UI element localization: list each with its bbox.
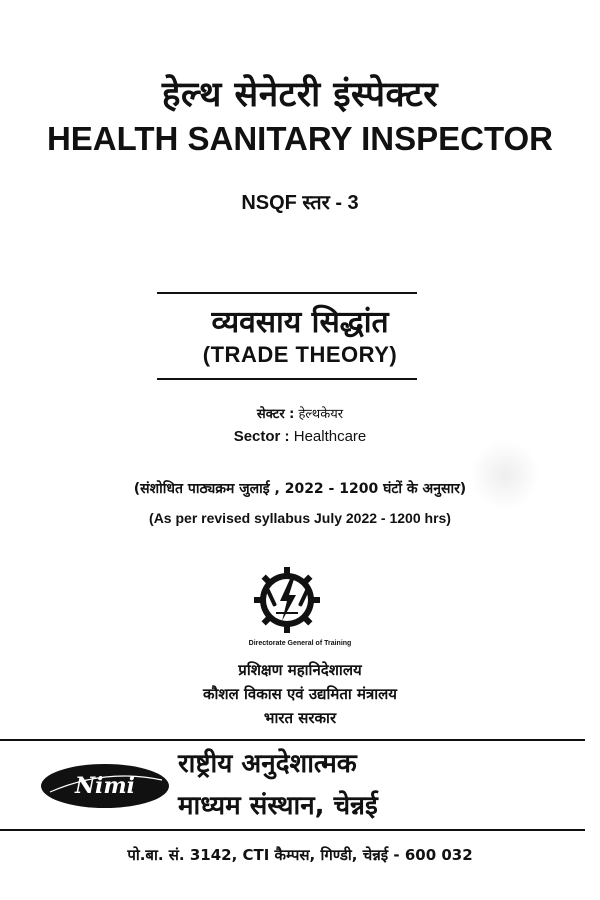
authority-line-2: कौशल विकास एवं उद्यमिता मंत्रालय [202,685,398,703]
syllabus-hindi: (संशोधित पाठ्यक्रम जुलाई , 2022 - 1200 घंटों के अनुसार) [133,481,467,497]
authority-line-3: भारत सरकार [263,709,337,727]
sector-label-english: Sector : [233,428,290,445]
paper-stain [470,440,540,510]
syllabus-english: (As per revised syllabus July 2022 - 1200 hrs) [149,510,451,526]
trade-theory-hindi: व्यवसाय सिद्धांत [211,305,389,340]
nimi-logo-text: Nimi [74,773,136,799]
postal-address: पो.बा. सं. 3142, CTI कैम्पस, गिण्डी, चेन्नई - 600 032 [127,846,473,864]
nsqf-level: NSQF स्तर - 3 [241,192,359,214]
divider-institute-bottom [0,829,585,831]
institute-name-line-2: माध्यम संस्थान, चेन्नई [178,791,378,821]
divider-top [157,292,417,294]
divider-institute-top [0,739,585,741]
trade-theory-english: (TRADE THEORY) [202,342,398,367]
title-hindi: हेल्थ सेनेटरी इंस्पेक्टर [161,75,439,115]
sector-value-english: Healthcare [293,428,367,445]
dgt-gear-emblem-icon [252,565,322,635]
authority-line-1: प्रशिक्षण महानिदेशालय [238,661,362,679]
title-english: HEALTH SANITARY INSPECTOR [46,120,554,157]
sector-hindi [0,404,600,422]
sector-label-hindi: सेक्टर : [256,407,295,422]
divider-bottom [157,378,417,380]
sector-value-hindi: हेल्थकेयर [298,407,344,422]
dgt-caption: Directorate General of Training [248,640,352,647]
institute-name-line-1: राष्ट्रीय अनुदेशात्मक [178,749,357,779]
